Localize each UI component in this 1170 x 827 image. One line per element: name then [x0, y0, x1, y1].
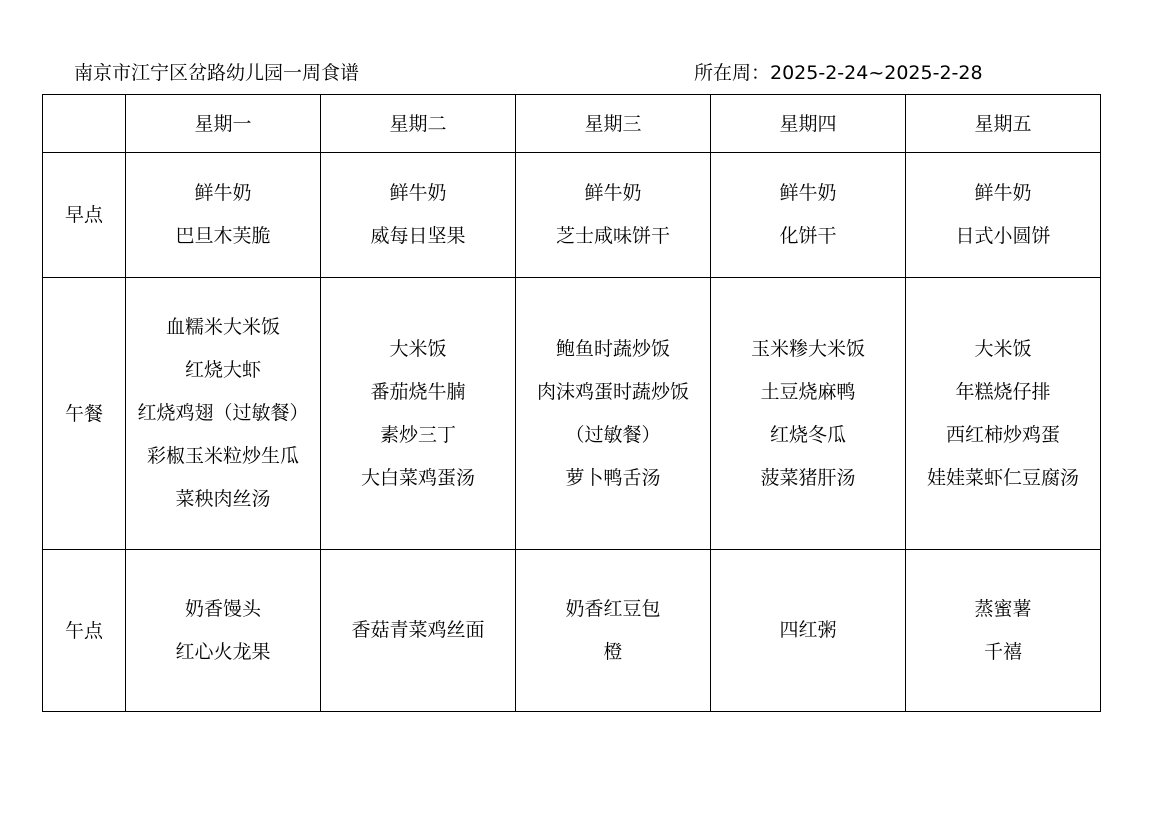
meal-label-lunch: 午餐: [43, 278, 126, 550]
snack-mon: [126, 550, 321, 712]
meal-label-snack: 午点: [43, 550, 126, 712]
lunch-row: [43, 278, 1101, 550]
menu-item: 红心火龙果: [175, 640, 271, 663]
menu-item: 大白菜鸡蛋汤: [360, 466, 475, 489]
menu-item: 奶香馒头: [184, 597, 261, 620]
menu-item: 素炒三丁: [379, 423, 456, 446]
snack-row: [43, 550, 1101, 712]
menu-item: 番茄烧牛腩: [370, 380, 466, 403]
menu-item: 鲜牛奶: [389, 182, 447, 204]
menu-item: 西红柿炒鸡蛋: [945, 423, 1060, 446]
menu-item: 香菇青菜鸡丝面: [351, 619, 485, 641]
day-header-thu: 星期四: [711, 95, 906, 153]
menu-item: 蒸蜜薯: [974, 597, 1032, 620]
menu-item: 千禧: [983, 640, 1022, 663]
menu-item: 日式小圆饼: [955, 225, 1051, 247]
corner-cell: [43, 95, 126, 153]
weekly-menu-table: [42, 94, 1101, 712]
snack-fri: [906, 550, 1101, 712]
lunch-thu: [711, 278, 906, 550]
breakfast-row: [43, 153, 1101, 278]
snack-wed: [516, 550, 711, 712]
day-header-mon: 星期一: [126, 95, 321, 153]
breakfast-mon: [126, 153, 321, 278]
week-range: 所在周：2025-2-24~2025-2-28: [694, 62, 983, 84]
breakfast-fri: [906, 153, 1101, 278]
menu-item: 鲜牛奶: [974, 182, 1032, 204]
menu-item: 红烧鸡翅（过敏餐）: [137, 402, 309, 424]
day-header-wed: 星期三: [516, 95, 711, 153]
snack-tue: [321, 550, 516, 712]
menu-item: 鲍鱼时蔬炒饭: [555, 337, 670, 360]
menu-item: 大米饭: [389, 337, 447, 360]
menu-item: 彩椒玉米粒炒生瓜: [146, 445, 299, 467]
lunch-fri: [906, 278, 1101, 550]
menu-item: 土豆烧麻鸭: [760, 380, 856, 403]
breakfast-thu: [711, 153, 906, 278]
lunch-mon: [126, 278, 321, 550]
menu-item: 菜秧肉丝汤: [175, 488, 271, 510]
menu-item: 橙: [603, 640, 623, 663]
menu-item: 芝士咸味饼干: [555, 225, 670, 247]
lunch-wed: [516, 278, 711, 550]
menu-item: 奶香红豆包: [565, 597, 661, 620]
menu-item: 菠菜猪肝汤: [760, 466, 856, 489]
lunch-tue: [321, 278, 516, 550]
menu-item: 红烧冬瓜: [769, 423, 846, 446]
menu-item: 鲜牛奶: [194, 182, 252, 204]
menu-item: 娃娃菜虾仁豆腐汤: [926, 466, 1079, 489]
menu-item: 红烧大虾: [184, 359, 261, 381]
menu-item: 萝卜鸭舌汤: [565, 466, 661, 489]
menu-title: 南京市江宁区岔路幼儿园一周食谱: [74, 62, 360, 84]
menu-item: 血糯米大米饭: [165, 316, 280, 338]
menu-item: 玉米糁大米饭: [750, 337, 865, 360]
menu-item: 巴旦木芙脆: [175, 225, 271, 247]
menu-item: 大米饭: [974, 337, 1032, 360]
meal-label-breakfast: 早点: [43, 153, 126, 278]
day-header-tue: 星期二: [321, 95, 516, 153]
menu-item: 威每日坚果: [370, 225, 466, 247]
menu-item: 化饼干: [779, 225, 837, 247]
breakfast-tue: [321, 153, 516, 278]
menu-item: 鲜牛奶: [584, 182, 642, 204]
menu-item: 年糕烧仔排: [955, 380, 1051, 403]
breakfast-wed: [516, 153, 711, 278]
menu-item: 四红粥: [779, 619, 837, 641]
menu-item: 肉沫鸡蛋时蔬炒饭: [536, 380, 689, 403]
snack-thu: [711, 550, 906, 712]
menu-item: （过敏餐）: [565, 423, 661, 446]
menu-item: 鲜牛奶: [779, 182, 837, 204]
table-header-row: [43, 95, 1101, 153]
day-header-fri: 星期五: [906, 95, 1101, 153]
